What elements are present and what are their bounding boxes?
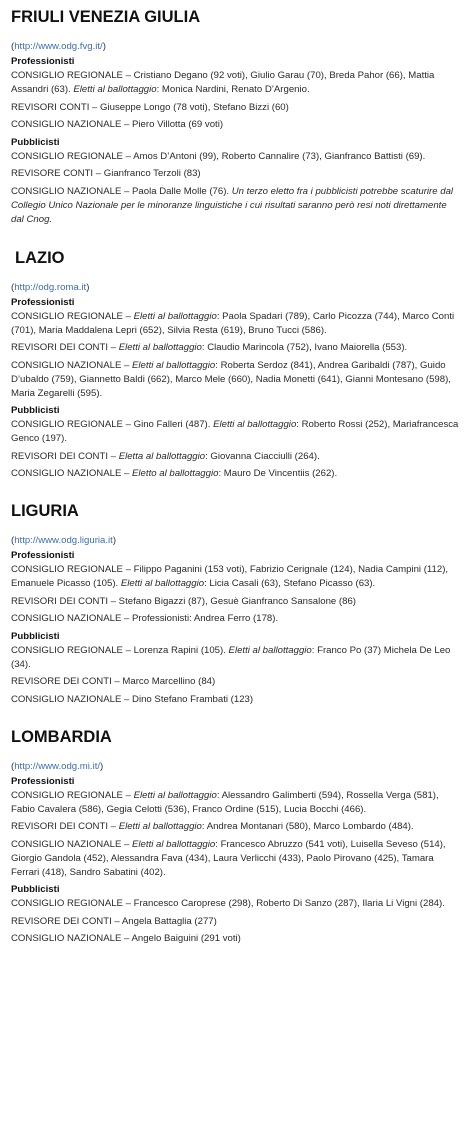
runoff-note: Eletti al ballottaggio — [120, 578, 205, 589]
result-text: CONSIGLIO REGIONALE – Gino Falleri (487). — [11, 419, 214, 430]
result-text: : Roberta Serdoz (841), Andrea Garibaldi (787), Guido D’ubaldo (759), Giannetto Baldi (662), Marco Mele (660), Nadia Monetti (641), Gianni Montesano (598), Maria Zegarelli (595). — [11, 359, 451, 399]
result-line — [11, 820, 462, 834]
category-heading: Professionisti — [11, 56, 75, 67]
region-url: (http://www.odg.mi.it/) — [11, 760, 104, 772]
runoff-note: Eletti al ballottaggio — [228, 644, 312, 656]
result-text: CONSIGLIO NAZIONALE – Paola Dalle Molle (76). — [11, 185, 232, 197]
result-text: CONSIGLIO REGIONALE – Cristiano Degano (92 voti), Giulio Garau (70), Breda Pahor (66), Mattia Assandri (63). — [11, 70, 435, 95]
result-line — [11, 563, 462, 591]
result-line — [11, 450, 462, 464]
region-website-link[interactable]: http://odg.roma.it — [14, 281, 87, 293]
result-line — [11, 932, 462, 946]
category-heading: Pubblicisti — [11, 630, 60, 642]
result-text: REVISORI DEI CONTI – — [11, 450, 119, 462]
region-website-link[interactable]: http://www.odg.mi.it/ — [14, 760, 101, 772]
result-text: REVISORI DEI CONTI – — [11, 342, 119, 353]
region-url: (http://odg.roma.it) — [11, 281, 90, 293]
result-text: : Francesco Abruzzo (541 voti), Luisella Seveso (514), Giorgio Gandola (452), Alessandra Fava (434), Laura Verlicchi (433), Paolo Pirovano (425), Tamara Ferrari (418), Sandro Sabatini (402). — [11, 838, 446, 878]
result-line — [11, 838, 462, 880]
result-line — [11, 897, 462, 911]
region-title: LAZIO — [15, 248, 65, 267]
result-text: : Roberto Rossi (252), Mariafrancesca Genco (197). — [11, 419, 459, 444]
result-line — [11, 359, 462, 401]
region-title: FRIULI VENEZIA GIULIA — [11, 8, 201, 26]
result-text: CONSIGLIO REGIONALE – Amos D’Antoni (99), Roberto Cannalire (73), Gianfranco Battisti (69). — [11, 150, 426, 162]
result-line — [11, 69, 462, 97]
result-line — [11, 418, 462, 446]
result-text: CONSIGLIO NAZIONALE – Angelo Baiguini (291 voti) — [11, 933, 241, 944]
result-text: : Claudio Marincola (752), Ivano Maiorella (553). — [201, 342, 408, 353]
result-text: CONSIGLIO NAZIONALE – Piero Villotta (69 voti) — [11, 119, 224, 130]
result-line — [11, 467, 462, 481]
result-text: REVISORE DEI CONTI – Angela Battaglia (277) — [11, 915, 217, 927]
result-text: REVISORI DEI CONTI – Stefano Bigazzi (87), Gesuè Gianfranco Sansalone (86) — [11, 595, 356, 607]
region-title: LIGURIA — [11, 502, 79, 520]
region-title: LOMBARDIA — [11, 727, 112, 746]
result-line — [11, 675, 462, 689]
region-section — [11, 500, 462, 707]
result-text: : Monica Nardini, Renato D’Argenio. — [156, 84, 310, 95]
result-text: CONSIGLIO REGIONALE – — [11, 310, 134, 322]
region-url: (http://www.odg.liguria.it) — [11, 535, 117, 546]
result-text: CONSIGLIO NAZIONALE – — [11, 468, 133, 479]
result-line — [11, 185, 462, 227]
runoff-note: Eletta al ballottaggio — [118, 450, 206, 462]
result-text: CONSIGLIO REGIONALE – Lorenza Rapini (105). — [11, 644, 229, 656]
result-text: REVISORE DEI CONTI – Marco Marcellino (84) — [11, 676, 216, 687]
result-line — [11, 595, 462, 609]
result-text: : Franco Po (37) Michela De Leo (34). — [11, 644, 451, 670]
result-line — [11, 118, 462, 132]
region-section — [11, 247, 462, 482]
region-website-link[interactable]: http://www.odg.liguria.it — [14, 535, 113, 546]
result-text: CONSIGLIO NAZIONALE – — [11, 838, 133, 850]
result-line — [11, 341, 462, 355]
result-text: CONSIGLIO REGIONALE – — [11, 789, 134, 801]
result-line — [11, 612, 462, 626]
result-text: CONSIGLIO NAZIONALE – Dino Stefano Frambati (123) — [11, 693, 254, 705]
result-line — [11, 167, 462, 181]
result-text: CONSIGLIO REGIONALE – Filippo Paganini (153 voti), Fabrizio Cerignale (124), Nadia Campini (112), Emanuele Picasso (105). — [11, 564, 449, 589]
result-text: : Alessandro Galimberti (594), Rossella Verga (581), Fabio Cavalera (586), Gegia Celotti (536), Franco Ordine (515), Lucia Bocchi (466). — [11, 789, 439, 815]
result-text: : Giovanna Ciacciulli (264). — [205, 450, 320, 462]
runoff-note: Un terzo eletto fra i pubblicisti potrebbe scaturire dal Collegio Unico Nazionale per le minoranze linguistiche i cui risultati saranno però resi noti direttamente dal Cnog. — [11, 185, 454, 225]
category-heading: Pubblicisti — [11, 405, 60, 416]
category-heading: Pubblicisti — [11, 136, 60, 148]
result-line — [11, 789, 462, 817]
runoff-note: Eletti al ballottaggio — [73, 84, 157, 95]
result-line — [11, 310, 462, 338]
result-text: : Mauro De Vincentiis (262). — [218, 468, 338, 479]
result-text: : Paola Spadari (789), Carlo Picozza (744), Marco Conti (701), Maria Maddalena Lepri (652), Silvia Resta (619), Bruno Tucci (586). — [11, 310, 455, 336]
runoff-note: Eletti al ballottaggio — [118, 821, 202, 832]
runoff-note: Eletti al ballottaggio — [132, 359, 216, 371]
runoff-note: Eletti al ballottaggio — [118, 342, 202, 353]
result-line — [11, 693, 462, 707]
result-text: : Licia Casali (63), Stefano Picasso (63). — [204, 578, 376, 589]
category-heading: Professionisti — [11, 550, 75, 561]
runoff-note: Eletti al ballottaggio — [132, 838, 216, 850]
category-heading: Professionisti — [11, 296, 75, 308]
category-heading: Professionisti — [11, 775, 75, 787]
result-text: CONSIGLIO NAZIONALE – Professionisti: Andrea Ferro (178). — [11, 613, 279, 624]
region-section — [11, 6, 462, 227]
runoff-note: Eletti al ballottaggio — [133, 310, 217, 322]
result-text: : Andrea Montanari (580), Marco Lombardo (484). — [201, 821, 414, 832]
runoff-note: Eletti al ballottaggio — [213, 419, 297, 430]
result-text: CONSIGLIO NAZIONALE – — [11, 359, 133, 371]
runoff-note: Eletto al ballottaggio — [132, 468, 219, 479]
result-line — [11, 150, 462, 164]
region-url: (http://www.odg.fvg.it/) — [11, 41, 106, 52]
region-section — [11, 726, 462, 947]
result-line — [11, 101, 462, 115]
result-line — [11, 915, 462, 929]
result-line — [11, 644, 462, 672]
result-text: REVISORI CONTI – Giuseppe Longo (78 voti), Stefano Bizzi (60) — [11, 101, 289, 113]
region-website-link[interactable]: http://www.odg.fvg.it/ — [14, 41, 103, 52]
result-text: CONSIGLIO REGIONALE – Francesco Caroprese (298), Roberto Di Sanzo (287), Ilaria Li Vigni (284). — [11, 898, 445, 909]
result-text: REVISORI DEI CONTI – — [11, 821, 119, 832]
result-text: REVISORE CONTI – Gianfranco Terzoli (83) — [11, 168, 201, 179]
category-heading: Pubblicisti — [11, 884, 60, 895]
runoff-note: Eletti al ballottaggio — [133, 789, 217, 801]
